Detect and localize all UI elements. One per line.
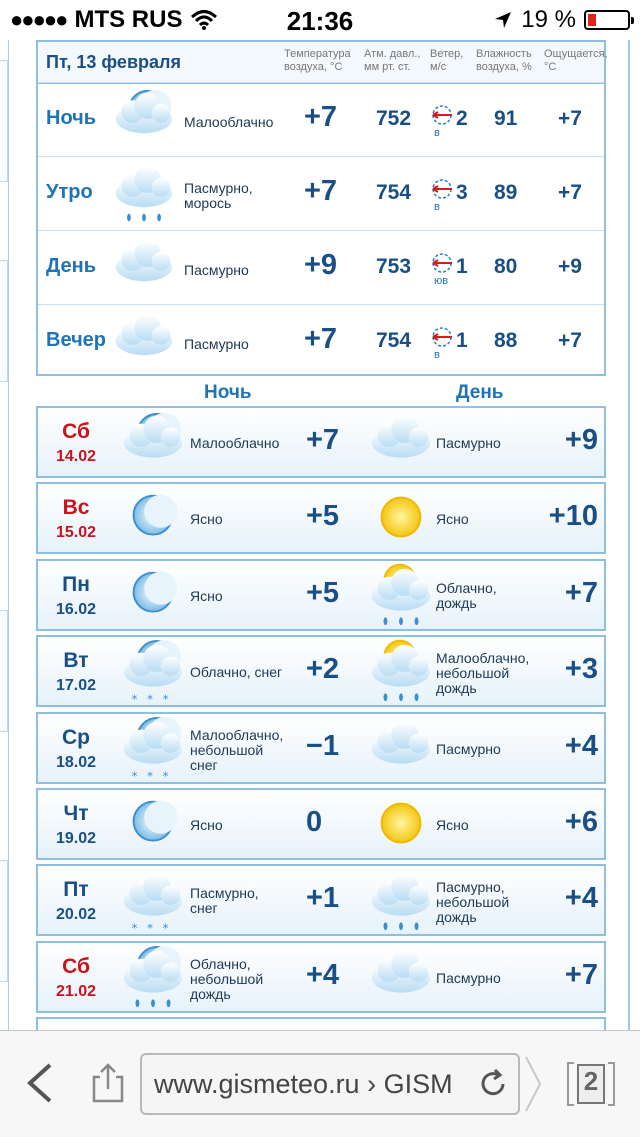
cloud-rain-icon: [364, 868, 438, 941]
day-date: 17.02: [55, 677, 97, 695]
night-condition: Ясно: [190, 511, 223, 528]
sun-icon: [364, 486, 438, 559]
day-condition: Ясно: [436, 511, 469, 528]
browser-toolbar: [0, 1030, 640, 1137]
day-temperature: +6: [564, 806, 598, 838]
feels-like-value: +7: [558, 107, 582, 130]
night-condition: Малооблачно, небольшой снег: [190, 726, 284, 773]
sun-cloud-rain-icon: [364, 639, 438, 712]
sun-icon: [364, 792, 438, 865]
signal-dots-icon: ●●●●●: [10, 7, 67, 32]
day-temperature: +7: [564, 576, 598, 609]
pressure-value: 752: [376, 107, 412, 130]
night-condition: Ясно: [190, 587, 223, 604]
svg-text:*: *: [147, 692, 153, 707]
wind-direction: в: [434, 127, 440, 139]
temperature-value: +9: [304, 249, 338, 281]
day-date: 21.02: [55, 982, 97, 1000]
humidity-value: 80: [494, 255, 518, 278]
header-wind: Ветер, м/с: [430, 48, 464, 73]
reload-icon[interactable]: [476, 1067, 510, 1101]
temperature-value: +7: [304, 323, 338, 355]
night-temperature: +4: [306, 958, 340, 991]
pressure-value: 754: [376, 329, 412, 352]
carrier-name: MTS RUS: [74, 6, 183, 33]
svg-text:*: *: [131, 768, 138, 783]
cloud-drizzle-icon: [108, 161, 180, 232]
day-forecast-row[interactable]: [36, 864, 606, 936]
day-date: 18.02: [55, 753, 97, 771]
cloud-icon: [364, 1021, 438, 1030]
day-forecast-row[interactable]: [36, 712, 606, 784]
day-name: Вт: [63, 649, 89, 673]
today-header: [38, 42, 608, 84]
battery-icon: [584, 10, 630, 30]
today-row: [38, 304, 604, 377]
back-icon[interactable]: [24, 1061, 54, 1105]
wind-direction: юв: [434, 275, 449, 287]
humidity-value: 91: [494, 107, 518, 130]
cloud-icon: [364, 410, 438, 483]
period-name: Вечер: [46, 329, 107, 351]
night-temperature: +5: [306, 500, 340, 533]
clock: 21:36: [286, 6, 354, 36]
wind-speed: 1: [456, 329, 468, 352]
night-temperature: +2: [306, 653, 340, 686]
tabs-button[interactable]: [566, 1059, 616, 1114]
wind-speed: 1: [456, 255, 468, 278]
night-temperature: 0: [306, 806, 323, 838]
day-condition: Ясно: [436, 817, 469, 833]
period-name: День: [46, 255, 96, 277]
feels-like-value: +9: [558, 255, 582, 278]
day-forecast-row[interactable]: [36, 788, 606, 860]
location-arrow-icon: [493, 10, 513, 30]
header-temp: Температура воздуха, °С: [284, 48, 351, 73]
column-title-day: День: [456, 382, 504, 403]
left-tab-marker: [0, 260, 8, 382]
day-condition: Пасмурно, небольшой дождь: [436, 879, 510, 926]
forward-icon[interactable]: [522, 1053, 544, 1115]
today-forecast-table: [36, 40, 606, 376]
day-forecast-row[interactable]: [36, 635, 606, 707]
cloud-snow-icon: [116, 868, 190, 941]
wind-speed: 3: [456, 181, 468, 204]
day-temperature: +10: [548, 500, 598, 533]
condition-text: Малооблачно: [184, 114, 274, 130]
moon-cloud-icon: [116, 410, 190, 483]
svg-text:*: *: [147, 921, 153, 936]
period-name: Ночь: [46, 107, 97, 129]
left-tab-marker: [0, 860, 8, 982]
today-row: [38, 156, 604, 229]
column-title-night: Ночь: [204, 382, 252, 403]
day-forecast-row[interactable]: [36, 406, 606, 478]
svg-text:*: *: [147, 768, 153, 783]
day-temperature: +9: [564, 424, 598, 456]
header-feels: Ощущается, °С: [544, 48, 608, 73]
humidity-value: 88: [494, 329, 518, 352]
day-forecast-row[interactable]: [36, 559, 606, 631]
feels-like-value: +7: [558, 181, 582, 204]
sun-cloud-rain-icon: [364, 563, 438, 636]
battery-percent: 19 %: [521, 6, 576, 33]
svg-text:*: *: [162, 692, 169, 707]
day-name: Вс: [62, 496, 90, 520]
moon-cloud-snow-icon: [116, 639, 190, 712]
cloud-icon: [108, 235, 180, 306]
day-condition: Малооблачно, небольшой дождь: [436, 650, 530, 697]
moon-icon: [116, 792, 190, 865]
day-name: Пт: [63, 878, 89, 902]
night-condition: Облачно, небольшой дождь: [190, 955, 264, 1002]
header-pressure: Атм. давл., мм рт. ст.: [364, 48, 421, 73]
cloud-icon: [116, 1021, 190, 1030]
header-humidity: Влажность воздуха, %: [476, 48, 532, 73]
svg-text:*: *: [131, 921, 138, 936]
day-date: 19.02: [55, 830, 97, 847]
svg-text:*: *: [131, 692, 138, 707]
period-name: Утро: [46, 181, 93, 203]
night-temperature: +7: [306, 424, 340, 456]
feels-like-value: +7: [558, 329, 582, 352]
night-condition: Ясно: [190, 817, 223, 833]
page-content[interactable]: [0, 40, 640, 1030]
day-name: Сб: [62, 420, 90, 443]
temperature-value: +7: [304, 101, 338, 133]
svg-text:*: *: [162, 768, 169, 783]
svg-text:*: *: [162, 921, 169, 936]
day-condition: Пасмурно: [436, 740, 501, 757]
day-name: Сб: [62, 954, 90, 978]
day-date: 15.02: [55, 524, 97, 542]
night-temperature: +5: [306, 576, 340, 609]
status-bar: [0, 0, 640, 40]
moon-icon: [116, 563, 190, 636]
day-forecast-row[interactable]: [36, 941, 606, 1013]
wind-speed: 2: [456, 107, 468, 130]
today-date: Пт, 13 февраля: [46, 52, 181, 72]
day-name: Пн: [62, 572, 90, 596]
night-condition: Пасмурно, снег: [190, 885, 259, 917]
condition-text: Пасмурно: [184, 262, 249, 278]
day-date: 14.02: [55, 448, 97, 465]
cloud-icon: [364, 716, 438, 789]
tab-count: 2: [583, 1066, 599, 1096]
left-tab-marker: [0, 60, 8, 182]
night-condition: Малооблачно: [190, 435, 280, 451]
moon-cloud-rain-icon: [116, 945, 190, 1018]
day-temperature: +3: [564, 653, 598, 686]
moon-cloud-icon: [108, 87, 180, 158]
day-date: 20.02: [55, 906, 97, 924]
day-temperature: +4: [564, 729, 598, 762]
wind-direction: в: [434, 349, 440, 361]
night-temperature: −1: [306, 729, 340, 762]
cloud-icon: [364, 945, 438, 1018]
night-condition: Облачно, снег: [190, 664, 283, 681]
day-condition: Облачно, дождь: [436, 579, 497, 611]
condition-text: Пасмурно: [184, 336, 249, 352]
wind-direction: в: [434, 201, 440, 213]
left-tab-marker: [0, 610, 8, 732]
moon-icon: [116, 486, 190, 559]
share-icon[interactable]: [90, 1061, 126, 1105]
day-name: Ср: [62, 725, 90, 749]
day-temperature: +7: [564, 958, 598, 991]
pressure-value: 753: [376, 255, 412, 278]
today-row: [38, 230, 604, 303]
day-date: 16.02: [55, 600, 97, 618]
moon-cloud-snow-icon: [116, 716, 190, 789]
temperature-value: +7: [304, 175, 338, 207]
night-temperature: +1: [306, 882, 340, 915]
pressure-value: 754: [376, 181, 412, 204]
cloud-icon: [108, 309, 180, 380]
day-temperature: +4: [564, 882, 598, 915]
day-forecast-row[interactable]: [36, 1017, 606, 1030]
humidity-value: 89: [494, 181, 518, 204]
address-bar[interactable]: [140, 1053, 520, 1115]
day-condition: Пасмурно: [436, 969, 501, 986]
url-text: www.gismeteo.ru › GISM: [154, 1069, 453, 1099]
today-row: [38, 82, 604, 155]
day-forecast-row[interactable]: [36, 482, 606, 554]
day-name: Чт: [63, 802, 89, 825]
day-condition: Пасмурно: [436, 435, 501, 451]
right-edge: [628, 40, 640, 1030]
condition-text: Пасмурно, морось: [184, 180, 253, 211]
